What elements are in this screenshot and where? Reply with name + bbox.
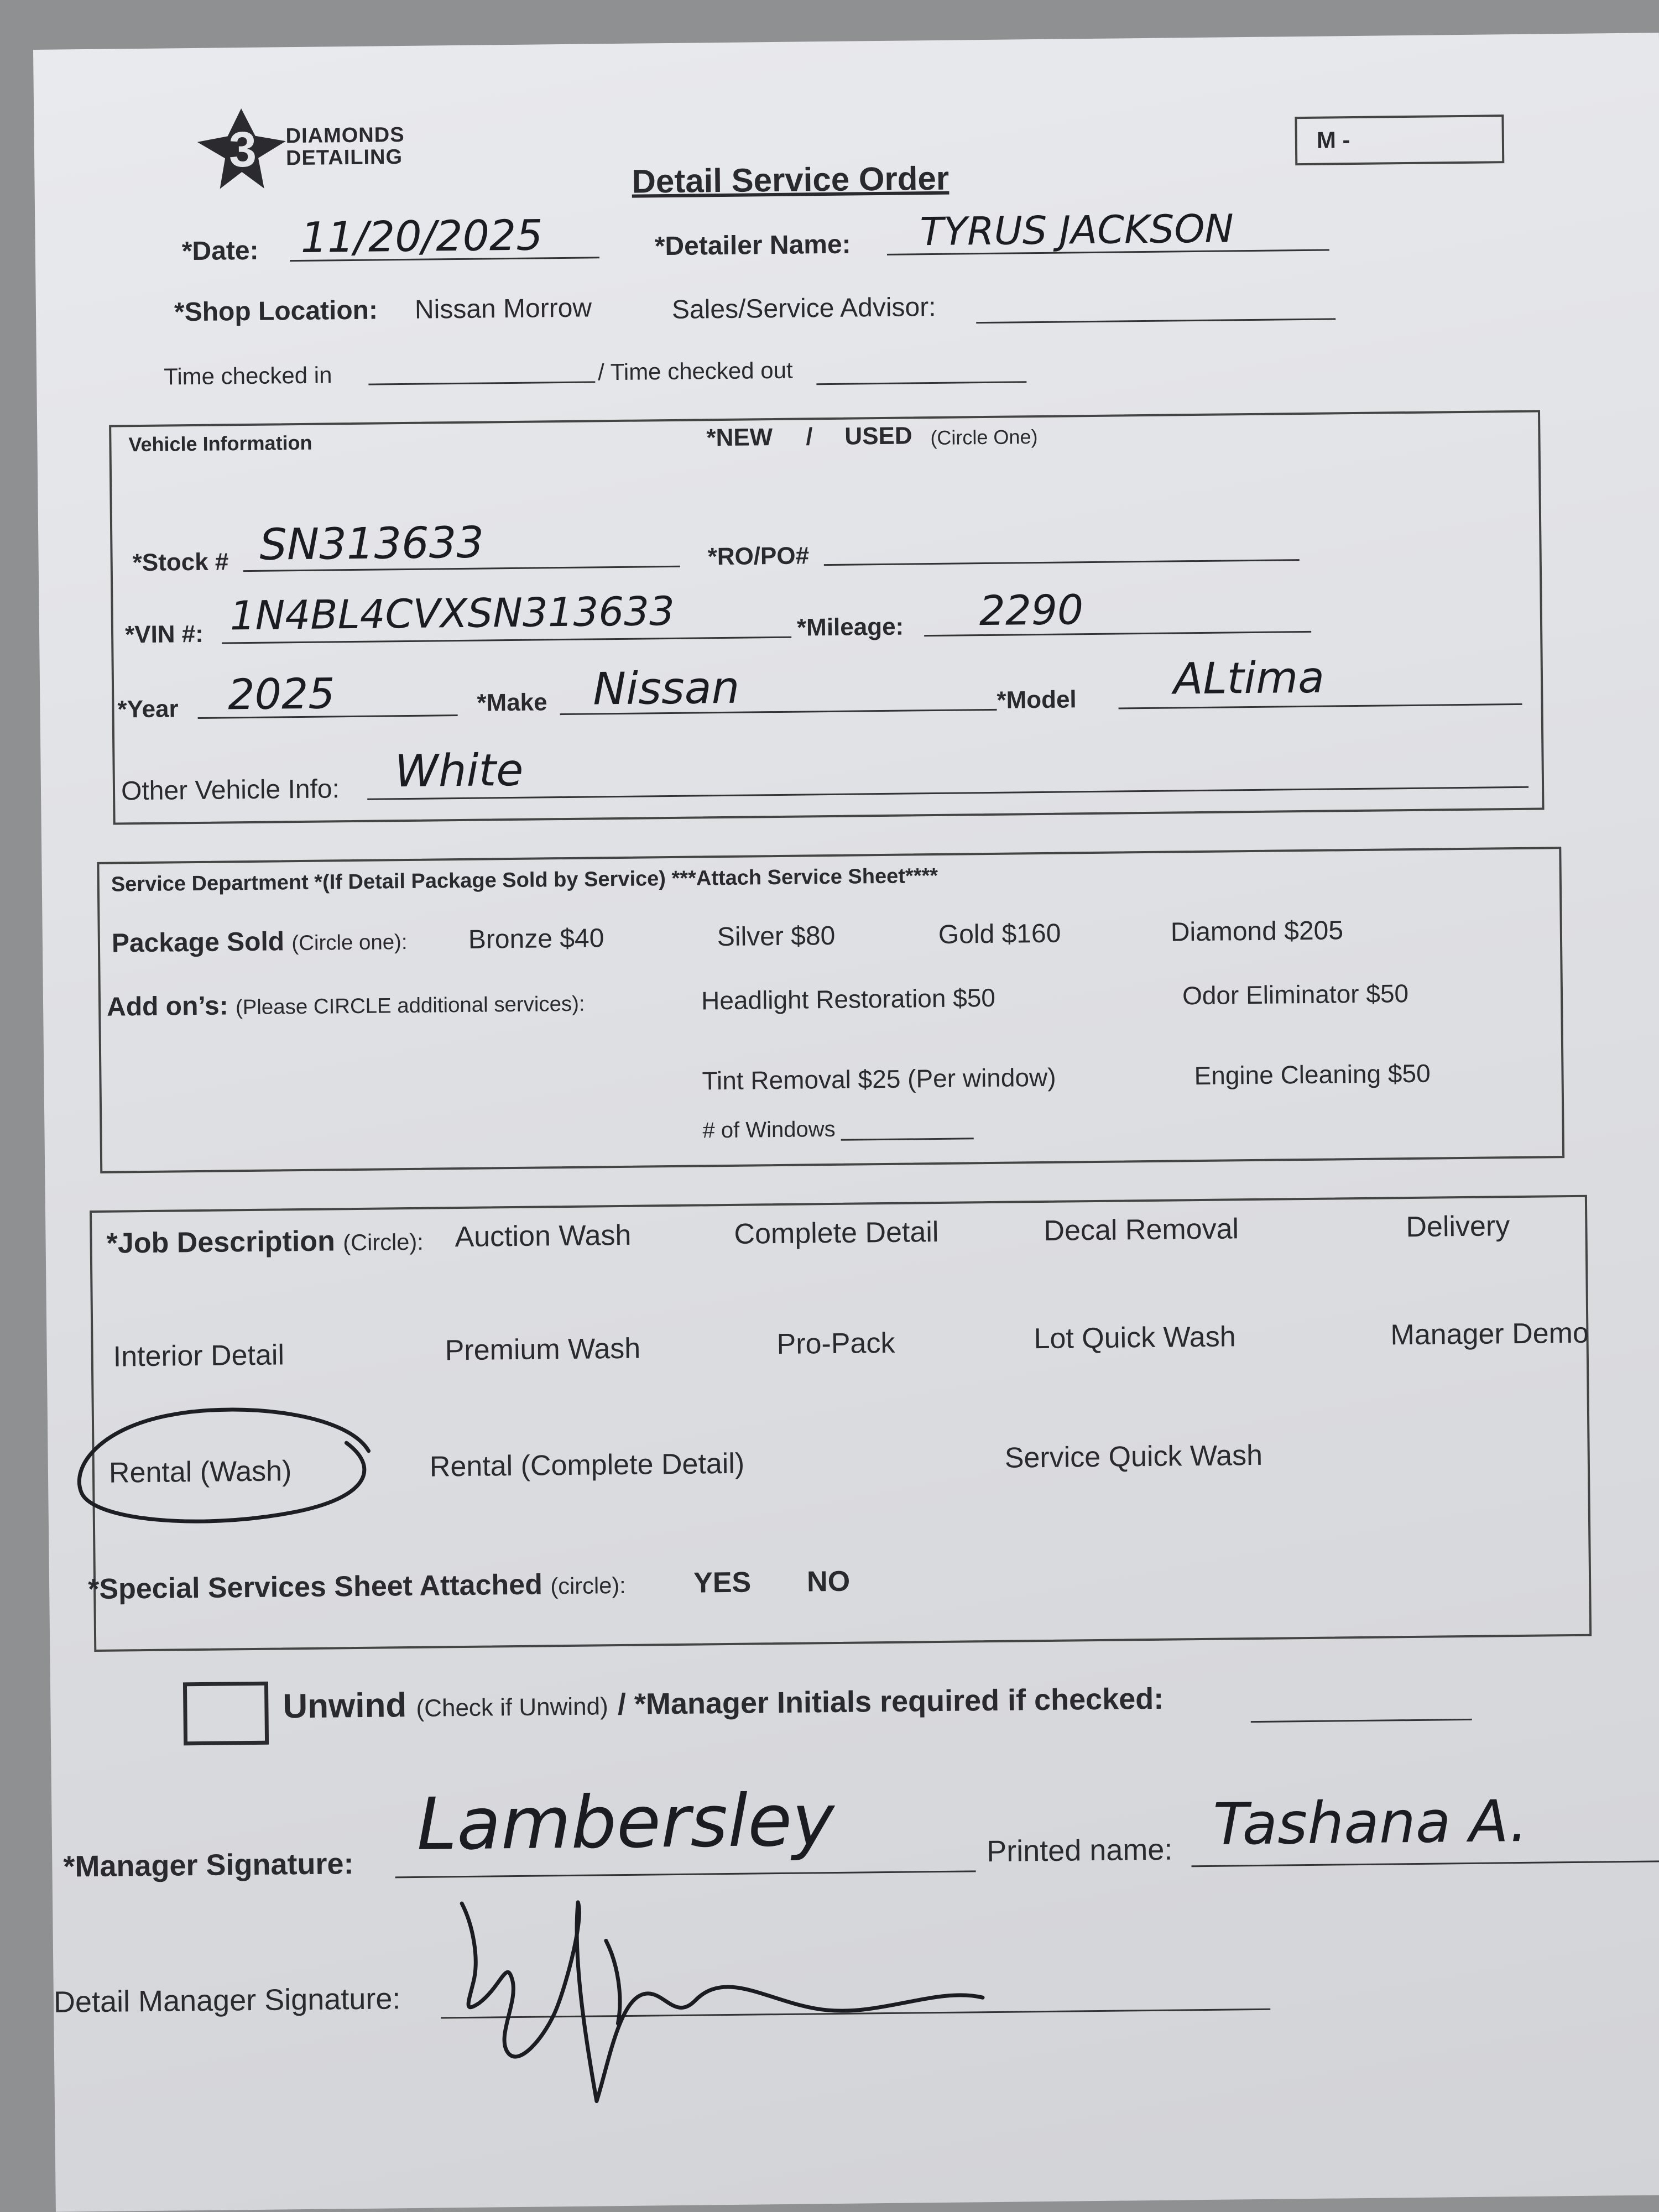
vin-value[interactable]: 1N4BL4CVXSN313633 bbox=[229, 587, 675, 639]
printed-name-line[interactable] bbox=[1191, 1860, 1659, 1867]
shop-label: *Shop Location: bbox=[174, 295, 378, 327]
job-interior-detail[interactable]: Interior Detail bbox=[113, 1339, 285, 1373]
advisor-line[interactable] bbox=[976, 318, 1335, 324]
manager-signature-value[interactable]: Lambersley bbox=[416, 1778, 835, 1866]
page-title: Detail Service Order bbox=[632, 159, 950, 200]
make-value[interactable]: Nissan bbox=[592, 661, 740, 715]
date-label: *Date: bbox=[181, 236, 259, 267]
job-rental-complete-detail[interactable]: Rental (Complete Detail) bbox=[429, 1447, 745, 1483]
job-auction-wash[interactable]: Auction Wash bbox=[455, 1219, 632, 1254]
stock-label: *Stock # bbox=[132, 548, 229, 577]
model-label: *Model bbox=[997, 686, 1077, 714]
stock-value[interactable]: SN313633 bbox=[259, 518, 484, 570]
unwind-label: Unwind (Check if Unwind) / *Manager Initials required if checked: bbox=[283, 1682, 1164, 1726]
job-premium-wash[interactable]: Premium Wash bbox=[445, 1332, 641, 1367]
printed-name-value[interactable]: Tashana A. bbox=[1213, 1787, 1528, 1858]
special-services-no[interactable]: NO bbox=[806, 1565, 851, 1598]
new-option[interactable]: *NEW bbox=[706, 424, 773, 452]
other-info-value[interactable]: White bbox=[394, 744, 524, 797]
selected-job-circle-mark bbox=[58, 1390, 392, 1537]
job-description-label: *Job Description (Circle): bbox=[106, 1225, 424, 1260]
shop-value: Nissan Morrow bbox=[414, 293, 592, 325]
detail-manager-signature-scribble bbox=[440, 1865, 995, 2136]
printed-name-label: Printed name: bbox=[986, 1833, 1173, 1869]
company-logo bbox=[194, 104, 427, 195]
addon-tint-removal[interactable]: Tint Removal $25 (Per window) bbox=[702, 1062, 1056, 1095]
detailer-value[interactable]: TYRUS JACKSON bbox=[920, 206, 1234, 255]
addon-headlight-restoration[interactable]: Headlight Restoration $50 bbox=[701, 983, 996, 1015]
make-label: *Make bbox=[477, 688, 547, 717]
package-gold[interactable]: Gold $160 bbox=[938, 919, 1061, 950]
logo-line-diamonds: DIAMONDS bbox=[285, 123, 405, 148]
mileage-value[interactable]: 2290 bbox=[979, 586, 1084, 635]
special-services-yes[interactable]: YES bbox=[693, 1566, 752, 1599]
used-option[interactable]: USED bbox=[844, 422, 912, 450]
job-lot-quick-wash[interactable]: Lot Quick Wash bbox=[1034, 1321, 1236, 1355]
diamond-logo-icon bbox=[194, 105, 289, 195]
time-out-label: / Time checked out bbox=[597, 357, 793, 385]
advisor-label: Sales/Service Advisor: bbox=[671, 292, 936, 325]
manager-signature-label: *Manager Signature: bbox=[63, 1847, 354, 1884]
slash-divider: / bbox=[806, 423, 813, 451]
manager-initials-line[interactable] bbox=[1251, 1719, 1472, 1723]
job-complete-detail[interactable]: Complete Detail bbox=[734, 1215, 939, 1250]
year-label: *Year bbox=[117, 695, 179, 723]
m-number-label: M - bbox=[1316, 127, 1350, 153]
service-order-sheet bbox=[33, 33, 1659, 2212]
package-bronze[interactable]: Bronze $40 bbox=[468, 924, 604, 954]
unwind-checkbox[interactable] bbox=[183, 1682, 269, 1746]
mileage-label: *Mileage: bbox=[796, 613, 904, 641]
time-in-line[interactable] bbox=[368, 381, 595, 385]
package-sold-label: Package Sold (Circle one): bbox=[111, 927, 408, 958]
year-value[interactable]: 2025 bbox=[227, 669, 336, 719]
job-decal-removal[interactable]: Decal Removal bbox=[1044, 1213, 1239, 1247]
other-info-label: Other Vehicle Info: bbox=[121, 774, 340, 806]
job-service-quick-wash[interactable]: Service Quick Wash bbox=[1004, 1439, 1263, 1474]
date-value[interactable]: 11/20/2025 bbox=[300, 210, 544, 262]
job-pro-pack[interactable]: Pro-Pack bbox=[776, 1327, 895, 1361]
detail-manager-signature-label: Detail Manager Signature: bbox=[53, 1982, 401, 2019]
job-rental-wash[interactable]: Rental (Wash) bbox=[108, 1455, 292, 1489]
logo-line-detailing: DETAILING bbox=[285, 145, 403, 170]
addon-engine-cleaning[interactable]: Engine Cleaning $50 bbox=[1194, 1058, 1431, 1091]
vin-label: *VIN #: bbox=[124, 620, 204, 649]
package-silver[interactable]: Silver $80 bbox=[717, 921, 836, 952]
svg-text:3: 3 bbox=[228, 122, 257, 178]
vehicle-section-title: Vehicle Information bbox=[128, 431, 312, 456]
job-delivery[interactable]: Delivery bbox=[1406, 1210, 1510, 1244]
ro-po-label: *RO/PO# bbox=[707, 542, 810, 571]
m-number-box[interactable] bbox=[1295, 114, 1504, 165]
windows-count-label: # of Windows bbox=[702, 1117, 836, 1143]
time-out-line[interactable] bbox=[816, 381, 1026, 385]
package-diamond[interactable]: Diamond $205 bbox=[1170, 916, 1344, 947]
time-in-label: Time checked in bbox=[163, 362, 332, 390]
job-manager-demo[interactable]: Manager Demo bbox=[1390, 1317, 1589, 1352]
model-value[interactable]: ALtima bbox=[1173, 653, 1325, 705]
addon-odor-eliminator[interactable]: Odor Eliminator $50 bbox=[1182, 979, 1409, 1010]
detailer-label: *Detailer Name: bbox=[654, 229, 851, 262]
service-section-title: Service Department *(If Detail Package Sold by Service) ***Attach Service Sheet**** bbox=[111, 864, 938, 896]
addons-label: Add on’s: (Please CIRCLE additional services): bbox=[106, 991, 585, 1022]
circle-one-hint: (Circle One) bbox=[930, 425, 1038, 450]
special-services-label: *Special Services Sheet Attached (circle): bbox=[87, 1568, 626, 1606]
